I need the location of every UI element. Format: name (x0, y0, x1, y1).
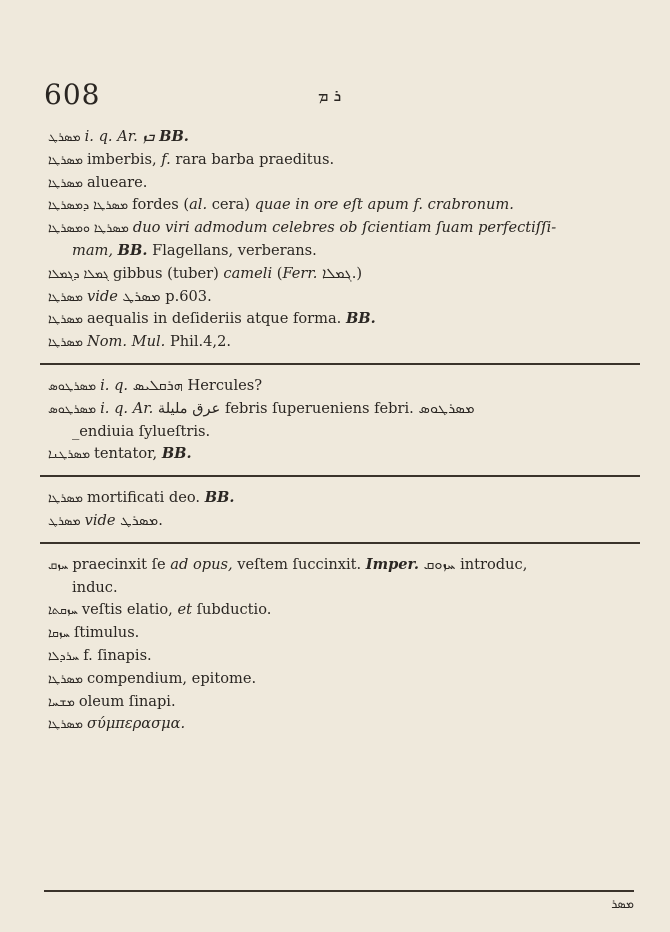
definition: imberbis, f. rara barba praeditus. (86, 150, 335, 168)
section-rule (40, 542, 640, 544)
definition: gibbus (tuber) cameli (Ferr. ܓܡܠܐ.) (112, 264, 363, 282)
dictionary-entry (48, 599, 638, 622)
headword: ܡܣܪܛܢܐ (48, 446, 91, 462)
headword: ܡܣܪܛܐ (48, 151, 83, 167)
headword: ܡܣܪܛܐ (48, 670, 83, 686)
headword: ܡܣܪܛܐ (48, 716, 83, 732)
headword: ܡܣܪܛܐ (48, 311, 83, 327)
dictionary-entry (48, 622, 638, 645)
definition: veſtis elatio, et ſubductio. (81, 601, 272, 619)
dictionary-entry (48, 645, 638, 668)
definition: induc. (72, 578, 118, 596)
entry-continuation (48, 240, 638, 263)
dictionary-entry (48, 331, 638, 354)
definition: vide ܡܣܪܛ. (84, 511, 163, 529)
dictionary-entry (48, 286, 638, 309)
headword: ܡܣܪܛܘܣ (48, 400, 97, 416)
entry-continuation (48, 577, 638, 600)
catchword: ܡܣܪ (611, 896, 634, 911)
definition: _endiuia ſylueſtris. (72, 422, 211, 440)
dictionary-entry (48, 713, 638, 736)
headword: ܡܣܪܛܐ ܘܡܣܪܛܐ (48, 220, 129, 236)
running-header: ܪ ܡ (318, 86, 342, 105)
headword: ܡܣܪܛܐ ܕܡܣܪܛܐ (48, 197, 129, 213)
headword: ܚܙܩ (48, 556, 69, 572)
definition: Nom. Mul. Phil.4,2. (86, 333, 231, 351)
definition: oleum ſinapi. (78, 692, 176, 710)
definition: mam, BB. Flagellans, verberans. (72, 241, 317, 259)
dictionary-entry (48, 126, 638, 149)
dictionary-entry (48, 375, 638, 398)
definition: σύμπερασμα. (86, 715, 186, 733)
definition: compendium, epitome. (86, 669, 257, 687)
definition: i. q. Ar. ܒܙ BB. (84, 128, 189, 145)
section-rule (40, 475, 640, 477)
headword: ܡܫܚܐ (48, 693, 75, 709)
definition: f. ſinapis. (83, 646, 152, 664)
definition: tentator, BB. (94, 445, 192, 463)
definition: i. q. ܗܪܩܠܝܣ Hercules? (100, 376, 263, 394)
section-rule (40, 363, 640, 365)
dictionary-entry (48, 194, 638, 217)
dictionary-entry (48, 398, 638, 421)
definition: aequalis in deſideriis atque forma. BB. (86, 310, 376, 328)
definition: alueare. (86, 173, 148, 191)
definition: fordes (al. cera) quae in ore eſt apum f. crabronum. (132, 196, 514, 214)
dictionary-entry (48, 149, 638, 172)
definition: i. q. Ar. عرق مليلة febris ſuperueniens febri. ܡܣܪܛܘܣ (100, 399, 475, 417)
headword: ܚܙܩܬܐ (48, 602, 78, 618)
definition: ſtimulus. (73, 624, 140, 642)
headword: ܡܣܪܛܐ (48, 174, 83, 190)
definition: duo viri admodum celebres ob ſcientiam ſuam perfectiſſi- (132, 219, 557, 237)
dictionary-entry (48, 487, 638, 510)
definition: vide ܡܣܪܛ p.603. (86, 287, 212, 305)
headword: ܡܣܪܛܐ (48, 288, 83, 304)
entry-continuation (48, 421, 638, 444)
dictionary-entry (48, 308, 638, 331)
definition: mortificati deo. BB. (86, 489, 235, 507)
headword: ܡܣܪܛܐ (48, 490, 83, 506)
headword: ܡܣܪܛܐ (48, 334, 83, 350)
definition: praecinxit ſe ad opus, veſtem ſuccinxit. Imper. ܚܙܘܩ introduc, (72, 555, 528, 573)
headword: ܚܪܕܠܐ (48, 647, 80, 663)
dictionary-entry (48, 263, 638, 286)
dictionary-entry (48, 443, 638, 466)
headword: ܡܣܪܛܘܣ (48, 377, 97, 393)
dictionary-entry (48, 217, 638, 240)
headword: ܡܣܪܛ (48, 512, 81, 528)
headword: ܓܡܠܐ ܕܓܡܠܐ (48, 265, 109, 281)
dictionary-entry (48, 510, 638, 533)
footer-rule (44, 890, 634, 911)
entry-list (48, 126, 638, 736)
dictionary-entry (48, 554, 638, 577)
dictionary-entry (48, 668, 638, 691)
headword: ܡܣܪܛ (48, 129, 81, 144)
headword: ܚܙܩܐ (48, 625, 70, 641)
dictionary-entry (48, 172, 638, 195)
page-number: 608 (44, 78, 101, 111)
dictionary-entry (48, 691, 638, 714)
